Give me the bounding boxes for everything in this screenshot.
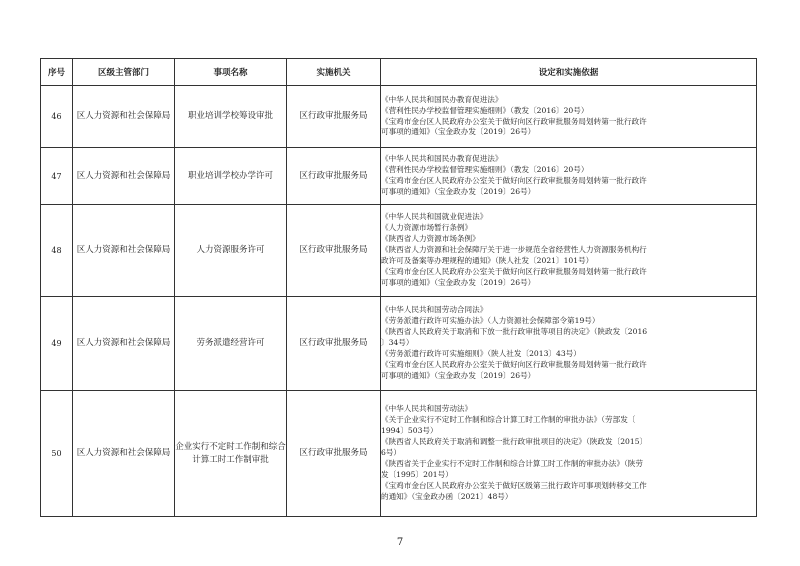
basis-line: 《陕西省人民政府关于取消和下放一批行政审批等项目的决定》（陕政发〔2016 bbox=[381, 327, 648, 337]
basis-line: 《陕西省人力资源市场条例》 bbox=[381, 234, 480, 244]
row-basis bbox=[381, 148, 757, 205]
row-index: 49 bbox=[41, 297, 73, 391]
basis-line: 6号） bbox=[381, 448, 402, 458]
row-item: 人力资源服务许可 bbox=[175, 205, 287, 297]
row-agency: 区行政审批服务局 bbox=[287, 391, 381, 517]
basis-line: 《关于企业实行不定时工作制和综合计算工时工作制的审批办法》（劳部发〔 bbox=[381, 415, 636, 425]
basis-line: 《宝鸡市金台区人民政府办公室关于做好向区行政审批服务局划转第一批行政许 bbox=[381, 176, 647, 185]
basis-line: 《人力资源市场暂行条例》 bbox=[381, 223, 473, 233]
table-row bbox=[41, 148, 757, 205]
basis-line: 《中华人民共和国民办教育促进法》 bbox=[381, 94, 503, 104]
table-row bbox=[41, 86, 757, 148]
header-item: 事项名称 bbox=[175, 59, 287, 86]
basis-line: 《中华人民共和国劳动合同法》 bbox=[381, 305, 488, 315]
basis-line: 政许可及备案等办理规程的通知》（陕人社发〔2021〕101号） bbox=[381, 255, 594, 265]
page-number: 7 bbox=[396, 537, 404, 548]
row-agency: 区行政审批服务局 bbox=[287, 205, 381, 297]
basis-line: 〕34号） bbox=[381, 338, 414, 348]
row-index: 46 bbox=[41, 86, 73, 148]
basis-line: 《宝鸡市金台区人民政府办公室关于做好区级第三批行政许可事项划转移交工作 bbox=[381, 480, 647, 490]
row-basis bbox=[381, 391, 757, 517]
basis-line: 可事项的通知》（宝金政办发〔2019〕26号） bbox=[381, 127, 536, 137]
row-item: 职业培训学校筹设审批 bbox=[175, 86, 287, 148]
basis-line: 《宝鸡市金台区人民政府办公室关于做好向区行政审批服务局划转第一批行政许 bbox=[381, 266, 647, 276]
basis-line: 《中华人民共和国民办教育促进法》 bbox=[381, 154, 503, 164]
basis-line: 1994〕503号） bbox=[381, 426, 438, 436]
header-agency: 实施机关 bbox=[287, 59, 381, 86]
row-department: 区人力资源和社会保障局 bbox=[73, 297, 175, 391]
basis-line: 《中华人民共和国就业促进法》 bbox=[381, 212, 488, 222]
row-index: 47 bbox=[41, 148, 73, 205]
table-header-row bbox=[41, 59, 757, 86]
row-item: 职业培训学校办学许可 bbox=[175, 148, 287, 205]
row-basis bbox=[381, 86, 757, 148]
row-basis bbox=[381, 205, 757, 297]
row-agency: 区行政审批服务局 bbox=[287, 148, 381, 205]
row-index: 50 bbox=[41, 391, 73, 517]
basis-line: 的通知》（宝金政办函〔2021〕48号） bbox=[381, 491, 513, 501]
basis-line: 《劳务派遣行政许可实施办法》（人力资源社会保障部令第19号） bbox=[381, 316, 600, 326]
header-department: 区级主管部门 bbox=[73, 59, 175, 86]
row-item: 企业实行不定时工作制和综合计算工时工作制审批 bbox=[175, 391, 287, 517]
basis-line: 可事项的通知》（宝金政办发〔2019〕26号） bbox=[381, 277, 536, 287]
basis-line: 《营利性民办学校监督管理实施细则》（教发〔2016〕20号） bbox=[381, 165, 589, 175]
row-agency: 区行政审批服务局 bbox=[287, 86, 381, 148]
basis-line: 《劳务派遣行政许可实施细则》（陕人社发〔2013〕43号） bbox=[381, 348, 581, 358]
row-agency: 区行政审批服务局 bbox=[287, 297, 381, 391]
header-index: 序号 bbox=[41, 59, 73, 86]
basis-line: 《宝鸡市金台区人民政府办公室关于做好向区行政审批服务局划转第一批行政许 bbox=[381, 359, 647, 369]
row-department: 区人力资源和社会保障局 bbox=[73, 86, 175, 148]
basis-line: 《陕西省人民政府关于取消和调整一批行政审批项目的决定》（陕政发〔2015〕 bbox=[381, 437, 648, 447]
basis-line: 《营利性民办学校监督管理实施细则》（教发〔2016〕20号） bbox=[381, 105, 589, 115]
row-department: 区人力资源和社会保障局 bbox=[73, 391, 175, 517]
basis-line: 可事项的通知》（宝金政办发〔2019〕26号） bbox=[381, 186, 536, 196]
basis-line: 《陕西省人力资源和社会保障厅关于进一步规范全省经营性人力资源服务机构行 bbox=[381, 245, 647, 255]
basis-line: 《陕西省关于企业实行不定时工作制和综合计算工时工作制的审批办法》（陕劳 bbox=[381, 458, 643, 468]
basis-line: 《宝鸡市金台区人民政府办公室关于做好向区行政审批服务局划转第一批行政许 bbox=[381, 116, 647, 126]
table-row bbox=[41, 297, 757, 391]
row-index: 48 bbox=[41, 205, 73, 297]
header-basis: 设定和实施依据 bbox=[381, 59, 757, 86]
row-basis bbox=[381, 297, 757, 391]
approval-items-table bbox=[40, 58, 757, 517]
basis-line: 发〔1995〕201号） bbox=[381, 469, 453, 479]
row-department: 区人力资源和社会保障局 bbox=[73, 148, 175, 205]
row-department: 区人力资源和社会保障局 bbox=[73, 205, 175, 297]
table-row bbox=[41, 205, 757, 297]
table-row bbox=[41, 391, 757, 517]
basis-line: 《中华人民共和国劳动法》 bbox=[381, 404, 473, 414]
basis-line: 可事项的通知》（宝金政办发〔2019〕26号） bbox=[381, 370, 536, 380]
row-item: 劳务派遣经营许可 bbox=[175, 297, 287, 391]
